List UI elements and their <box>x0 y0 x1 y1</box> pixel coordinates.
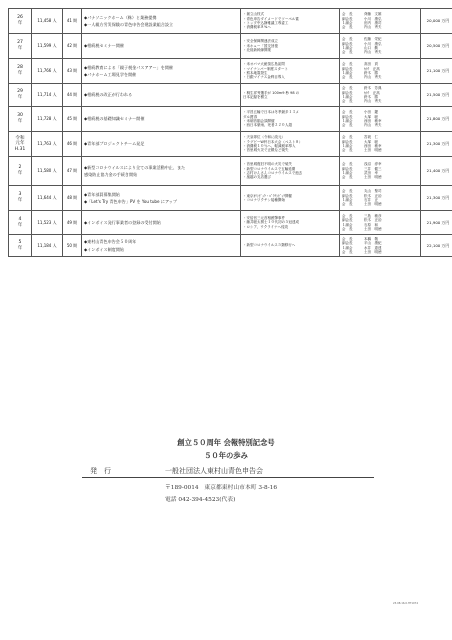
officer-role: 会 長 <box>342 148 353 153</box>
event-item: ・熊本地震発生 <box>243 71 268 75</box>
events-cell <box>241 34 340 59</box>
history-row <box>9 34 452 59</box>
term-cell: 46 期 <box>63 132 82 157</box>
event-item: ・安倍晋三元首相銃撃事件 <box>243 215 285 220</box>
publisher-address: 〒189-0014 東京都東村山市本町 3-8-16 <box>165 485 278 491</box>
officer-name: 土田 明徳 <box>364 175 382 180</box>
event-item: ・平昌五輪で日本は冬季最多１３メ <box>243 110 299 115</box>
event-item: ダル獲得 <box>243 114 257 119</box>
activities-cell <box>82 157 241 186</box>
event-item: ・日銀マイナス金利目導入 <box>243 75 285 80</box>
members-cell: 11,599 人 <box>32 34 63 59</box>
officer-role: １副会 <box>342 171 353 175</box>
officer-role: １副会 <box>342 21 353 25</box>
officer-entry <box>342 50 420 54</box>
year-text: 3 <box>18 192 22 198</box>
activities-cell <box>82 211 241 235</box>
events-cell <box>241 59 340 84</box>
event-item: ・創立山枝式 <box>243 12 264 17</box>
event-item: ・安全保障関連法成立 <box>243 39 278 44</box>
events-cell <box>241 132 340 157</box>
history-table <box>8 8 452 257</box>
budget-cell: 21,400 万円 <box>421 157 452 186</box>
activities-cell <box>82 59 241 84</box>
officer-entry <box>342 148 420 152</box>
officer-name: 大塚 聡 <box>364 114 378 119</box>
event-item: ・マイナンバー制度スタート <box>243 66 289 71</box>
term-cell: 50 期 <box>63 235 82 257</box>
term-cell: 42 期 <box>63 34 82 59</box>
activities-cell <box>82 107 241 132</box>
officer-name: 山口 勤 <box>364 46 378 50</box>
history-row <box>9 59 452 84</box>
event-item: ・藤井聡太棋士１０代初の５冠達成 <box>243 220 299 225</box>
publisher-phone: 電話 042-394-4523(代表) <box>165 497 236 503</box>
officer-name: 松木 正治 <box>364 218 382 223</box>
officer-role: 会 長 <box>342 25 353 30</box>
activity-item: ◆相続税セミナー開催 <box>84 43 124 49</box>
year-cell <box>9 235 32 257</box>
event-item: ・北陸新幹線開業 <box>243 48 271 53</box>
budget-cell: 21,300 万円 <box>421 132 452 157</box>
officer-role: １副会 <box>342 119 353 123</box>
activities-cell <box>82 132 241 157</box>
activity-item: ◆インボイス制度開始 <box>84 246 124 252</box>
officer-name: 宮坂 仁 <box>364 135 378 140</box>
special-issue-subtitle: ５０年の歩み <box>204 451 248 460</box>
officer-role: 会 長 <box>342 62 353 67</box>
budget-cell: 21,100 万円 <box>421 59 452 84</box>
officer-name: 武田 幸 <box>364 171 378 175</box>
officer-role: １副会 <box>342 198 353 202</box>
term-cell: 48 期 <box>63 186 82 211</box>
activity-item: ◆相続税の基礎知識セミナー開催 <box>84 116 145 122</box>
officer-name: 鈴木 勝 <box>364 71 378 75</box>
year-text: 年 <box>17 21 23 26</box>
officer-role: 会 長 <box>342 123 353 128</box>
officer-role: 会 長 <box>342 175 353 180</box>
activity-item: ◆「Let's Try 青色申告」PV を You tube にアップ <box>84 199 177 204</box>
officer-role: １副会 <box>342 46 353 50</box>
year-text: 4 <box>18 216 22 222</box>
officer-entry <box>342 175 420 179</box>
officer-name: 石井 正 <box>364 198 378 202</box>
event-item: ・米朝首脳会談開催 <box>243 119 275 123</box>
budget-cell: 20,500 万円 <box>421 34 452 59</box>
year-text: H.31 <box>14 146 26 152</box>
officer-name: 鈴木 勝 <box>364 95 378 99</box>
officers-cell <box>340 34 421 59</box>
officer-name: 大塚 聡 <box>364 139 378 144</box>
members-cell: 11,644 人 <box>32 186 63 211</box>
term-cell: 44 期 <box>63 84 82 107</box>
event-item: 日本記録を樹立 <box>243 95 268 99</box>
officer-name: 松木 正治 <box>364 193 382 198</box>
officer-name: 鈴木 芳典 <box>364 86 382 91</box>
year-text: 年 <box>17 46 23 51</box>
officer-name: 土田 明徳 <box>364 226 382 231</box>
officer-role: １副会 <box>342 245 353 250</box>
activity-item: ◆相続教育による「親子税金パスアアー」を開催 <box>84 64 173 70</box>
officer-role: 会 長 <box>342 12 353 17</box>
year-text: 5 <box>18 239 22 245</box>
year-text: 27 <box>17 40 23 46</box>
year-text: 30 <box>17 113 23 119</box>
activities-cell <box>82 9 241 34</box>
year-text: 年 <box>17 95 23 100</box>
events-cell <box>241 186 340 211</box>
year-cell <box>9 132 32 157</box>
members-cell: 11,523 人 <box>32 211 63 235</box>
members-cell: 11,184 人 <box>32 235 63 257</box>
event-item: ・首里城火災で正殿など焼失 <box>243 148 289 153</box>
officer-role: 副会長 <box>342 66 353 71</box>
officer-role: １副会 <box>342 222 353 227</box>
officer-name: 平山 康紀 <box>364 241 382 246</box>
officer-role: 副会長 <box>342 114 353 119</box>
activities-cell <box>82 235 241 257</box>
events-cell <box>241 211 340 235</box>
officer-role: 会 長 <box>342 135 353 140</box>
budget-cell: 20,000 万円 <box>421 9 452 34</box>
year-text: 年 <box>17 222 23 228</box>
members-cell: 11,714 人 <box>32 84 63 107</box>
officer-name: 水井 恵達 <box>364 245 382 250</box>
officer-name: 小川 康弘 <box>364 16 382 21</box>
officer-name: 西田 敏幸 <box>364 144 382 148</box>
officer-role: 会 長 <box>342 189 353 194</box>
officers-cell <box>340 132 421 157</box>
officer-entry <box>342 250 420 254</box>
activity-item: ◆新型コロナウイルスにより全ての事業活動中止、また <box>84 164 186 170</box>
officer-name: 西田 敏幸 <box>364 119 382 123</box>
event-item: ・風越の支店選び <box>243 175 271 180</box>
officer-role: 会 長 <box>342 162 353 167</box>
officer-role: 副会長 <box>342 139 353 144</box>
officer-name: 内山 秀夫 <box>364 99 382 104</box>
event-item: ・新型コロナウイルスで五輪延期 <box>243 166 296 171</box>
officer-name: 土田 明徳 <box>364 202 382 207</box>
event-item: ・米オバマ大統領広島訪問 <box>243 62 285 67</box>
officer-entry <box>342 123 420 127</box>
officer-name: 浅沼 淳幸 <box>364 162 382 167</box>
year-cell <box>9 34 32 59</box>
budget-cell: 21,300 万円 <box>421 186 452 211</box>
officer-role: 副会長 <box>342 218 353 223</box>
year-cell <box>9 157 32 186</box>
officer-role: １副会 <box>342 95 353 99</box>
year-text: 年 <box>17 245 23 251</box>
year-cell <box>9 84 32 107</box>
officer-name: 三井 健三 <box>364 166 382 171</box>
year-cell <box>9 186 32 211</box>
event-item: ・西日本豪雨、死者２２０人超 <box>243 123 292 128</box>
history-row <box>9 132 452 157</box>
events-cell <box>241 157 340 186</box>
officer-name: 土田 明徳 <box>364 249 382 254</box>
members-cell: 11,458 人 <box>32 9 63 34</box>
history-row <box>9 186 452 211</box>
divider-rule <box>82 477 374 478</box>
event-item: ・ラグビーW杯日本大会（ベスト８） <box>243 139 303 144</box>
print-code: 23.08.16.0.HT1074 <box>393 602 418 605</box>
officers-cell <box>340 186 421 211</box>
officer-role: 会 長 <box>342 110 353 115</box>
year-cell <box>9 59 32 84</box>
events-cell <box>241 9 340 34</box>
officer-role: 副会長 <box>342 16 353 21</box>
officer-role: １副会 <box>342 71 353 75</box>
officer-role: 会 長 <box>342 99 353 104</box>
officers-cell <box>340 59 421 84</box>
members-cell: 11,580 人 <box>32 157 63 186</box>
officer-role: 会 長 <box>342 213 353 218</box>
officer-entry <box>342 25 420 29</box>
officer-role: 会 長 <box>342 249 353 254</box>
officer-name: 小川 康弘 <box>364 41 382 46</box>
year-cell <box>9 9 32 34</box>
history-row <box>9 235 452 257</box>
budget-cell: 21,800 万円 <box>421 107 452 132</box>
activity-item: 感染防止協力金の手続き開始 <box>84 172 138 177</box>
history-row <box>9 211 452 235</box>
event-item: ・トップ中込静雅議工専委工 <box>243 21 289 25</box>
history-row <box>9 107 452 132</box>
event-item: ・新型コロナウイルス５類移行へ <box>243 243 296 248</box>
officer-name: 内山 秀夫 <box>364 25 382 30</box>
event-item: ・桐生祥秀選手が 100m9 秒 98 の <box>243 90 300 95</box>
event-item: ・志村けんさんコロナウイルスで逝去 <box>243 171 303 175</box>
publisher-label: 発 行 <box>90 467 111 475</box>
year-text: 令和 <box>15 135 25 141</box>
officers-cell <box>340 235 421 257</box>
year-text: 年 <box>17 198 23 203</box>
term-cell: 41 期 <box>63 9 82 34</box>
activity-item: ◆一人親方労災保険の青色申告会建設業組合設立 <box>84 22 174 27</box>
officer-role: 副会長 <box>342 166 353 171</box>
activity-item: ◆相続税の改正が行われる <box>84 92 133 98</box>
officer-role: 会 長 <box>342 226 353 231</box>
officer-name: 内山 秀夫 <box>364 75 382 80</box>
officer-name: 内山 秀夫 <box>364 123 382 128</box>
activity-item: ◆青年部プロジェクトチーム発足 <box>84 141 145 147</box>
officer-role: 会 長 <box>342 86 353 91</box>
activities-cell <box>82 186 241 211</box>
budget-cell: 22,100 万円 <box>421 235 452 257</box>
event-item: ・青色申告ダイメードでソーベル賞 <box>243 16 299 21</box>
officer-role: 副会長 <box>342 41 353 46</box>
special-issue-title: 創立５０周年 会報特別記念号 <box>177 438 275 447</box>
year-text: 元年 <box>15 141 25 147</box>
activity-item: ◆青年部員募集開始 <box>84 191 120 197</box>
members-cell: 11,766 人 <box>32 59 63 84</box>
officer-name: 斉藤 文雄 <box>364 12 382 17</box>
officer-role: 会 長 <box>342 202 353 207</box>
officer-name: 丸山 聖司 <box>364 189 382 194</box>
activity-item: ◆パナソニックホーム（株）と業務提携 <box>84 14 157 20</box>
officers-cell <box>340 9 421 34</box>
activities-cell <box>82 84 241 107</box>
event-item: ・消費税１０％へ、軽減税率導入 <box>243 144 296 148</box>
activity-item: ◆東村山青色申告会５０周年 <box>84 239 137 245</box>
officer-name: 石原 和 <box>364 222 378 227</box>
budget-cell: 21,500 万円 <box>421 84 452 107</box>
officers-cell <box>340 107 421 132</box>
officer-name: ｶﾄｳ 正高 <box>364 90 380 95</box>
officers-cell <box>340 84 421 107</box>
officer-entry <box>342 99 420 103</box>
year-cell <box>9 211 32 235</box>
year-text: 年 <box>17 119 23 124</box>
history-row <box>9 157 452 186</box>
term-cell: 43 期 <box>63 59 82 84</box>
event-item: ・コロナワクチン接種開始 <box>243 198 285 202</box>
activity-item: ◆パナホーム工場見学を開催 <box>84 72 137 77</box>
officer-name: 土田 明徳 <box>364 148 382 153</box>
officer-name: 小田 鍵 <box>364 110 378 115</box>
year-text: 29 <box>17 89 23 95</box>
year-text: 年 <box>17 71 23 76</box>
officer-name: 本橋 敬 <box>364 236 378 241</box>
year-text: 年 <box>17 171 23 176</box>
officer-entry <box>342 75 420 79</box>
officer-role: 副会長 <box>342 193 353 198</box>
officer-name: 内山 秀夫 <box>364 50 382 55</box>
term-cell: 47 期 <box>63 157 82 186</box>
history-row <box>9 9 452 34</box>
officer-role: 会 長 <box>342 75 353 80</box>
events-cell <box>241 84 340 107</box>
officer-role: 会 長 <box>342 50 353 55</box>
term-cell: 49 期 <box>63 211 82 235</box>
officer-entry <box>342 227 420 231</box>
activities-cell <box>82 34 241 59</box>
year-text: 26 <box>17 15 23 21</box>
event-item: ・ロシア、ウクライナへ侵攻 <box>243 224 289 229</box>
officer-role: 会 長 <box>342 236 353 241</box>
year-text: 2 <box>18 165 22 171</box>
term-cell: 45 期 <box>63 107 82 132</box>
members-cell: 11,728 人 <box>32 107 63 132</box>
officer-name: ｶﾄｳ 正高 <box>364 66 380 71</box>
event-item: ・米ホュー「国交回復 <box>243 43 278 48</box>
activity-item: ◆インボイス発行事業者の登録の受付開始 <box>84 219 161 225</box>
event-item: ・首里城復旧不明の火災で焼失 <box>243 162 292 167</box>
budget-cell: 21,900 万円 <box>421 211 452 235</box>
officer-name: 田内 康司 <box>364 21 382 25</box>
officer-role: 副会長 <box>342 90 353 95</box>
events-cell <box>241 107 340 132</box>
event-item: ・天皇即位（令和に改元） <box>243 135 285 140</box>
officers-cell <box>340 157 421 186</box>
officer-role: １副会 <box>342 144 353 148</box>
event-item: ・東京ｵﾘﾝﾋﾟｯｸ・ﾊﾟﾗﾘﾝﾋﾟｯｸ開催 <box>243 193 292 198</box>
members-cell: 11,763 人 <box>32 132 63 157</box>
year-text: 28 <box>17 65 23 71</box>
officers-cell <box>340 211 421 235</box>
year-cell <box>9 107 32 132</box>
officer-entry <box>342 202 420 206</box>
history-row <box>9 84 452 107</box>
officer-name: 佐藤 栄紀 <box>364 37 382 42</box>
officer-role: 副会長 <box>342 241 353 246</box>
event-item: ・消費税率８%へ <box>243 25 271 30</box>
events-cell <box>241 235 340 257</box>
officer-name: 高田 貢 <box>364 62 378 67</box>
officer-name: 三島 敏彦 <box>364 213 382 218</box>
publisher-name: 一般社団法人東村山青色申告会 <box>165 467 263 475</box>
officer-role: 会 長 <box>342 37 353 42</box>
